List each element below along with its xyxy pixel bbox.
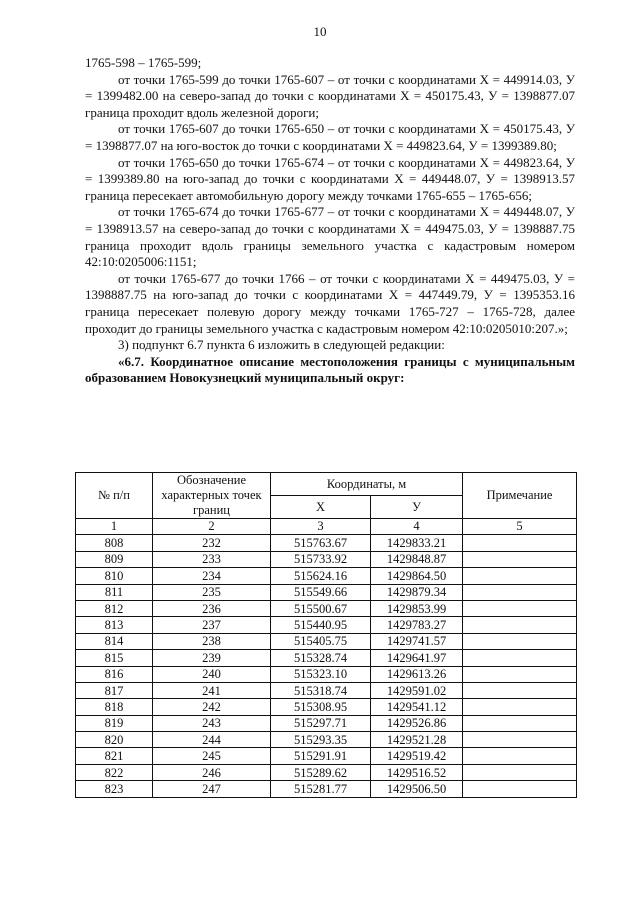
paragraph: от точки 1765-650 до точки 1765-674 – от точки с координатами Х = 449823.64, У = 1399389.80 на юго-запад до точки с координатами Х = 449448.07, У = 1398913.57 граница пересекает автомобильную дорогу между точками 1765-655 – 1765-656; bbox=[85, 154, 575, 203]
paragraph: 3) подпункт 6.7 пункта 6 изложить в следующей редакции: bbox=[118, 337, 445, 353]
y-coordinate-cell: 1429783.27 bbox=[371, 617, 463, 633]
designation-cell: 233 bbox=[153, 551, 271, 567]
note-cell bbox=[463, 600, 577, 616]
table-row bbox=[76, 666, 577, 682]
index-cell: 2 bbox=[153, 519, 271, 535]
designation-cell: 238 bbox=[153, 633, 271, 649]
note-cell bbox=[463, 584, 577, 600]
designation-cell: 243 bbox=[153, 715, 271, 731]
table-row bbox=[76, 650, 577, 666]
designation-cell: 246 bbox=[153, 764, 271, 780]
x-coordinate-cell: 515281.77 bbox=[271, 781, 371, 797]
y-coordinate-cell: 1429741.57 bbox=[371, 633, 463, 649]
y-coordinate-cell: 1429613.26 bbox=[371, 666, 463, 682]
header-x: Х bbox=[271, 496, 371, 519]
paragraph: от точки 1765-677 до точки 1766 – от точки с координатами Х = 449475.03, У = 1398887.75 на юго-запад до точки с координатами Х = 447449.79, У = 1395353.16 граница пересекает полевую дорогу между точками 1765-727 – 1765-728, далее проходит до границы земельного участка с кадастровым номером 42:10:0205010:207.»; bbox=[85, 270, 575, 336]
designation-cell: 247 bbox=[153, 781, 271, 797]
y-coordinate-cell: 1429516.52 bbox=[371, 764, 463, 780]
designation-cell: 236 bbox=[153, 600, 271, 616]
note-cell bbox=[463, 748, 577, 764]
x-coordinate-cell: 515763.67 bbox=[271, 535, 371, 551]
point-number-cell: 819 bbox=[76, 715, 153, 731]
point-number-cell: 808 bbox=[76, 535, 153, 551]
table-row bbox=[76, 748, 577, 764]
point-number-cell: 812 bbox=[76, 600, 153, 616]
x-coordinate-cell: 515289.62 bbox=[271, 764, 371, 780]
y-coordinate-cell: 1429526.86 bbox=[371, 715, 463, 731]
table-row bbox=[76, 699, 577, 715]
point-number-cell: 823 bbox=[76, 781, 153, 797]
note-cell bbox=[463, 781, 577, 797]
point-number-cell: 820 bbox=[76, 732, 153, 748]
y-coordinate-cell: 1429848.87 bbox=[371, 551, 463, 567]
x-coordinate-cell: 515500.67 bbox=[271, 600, 371, 616]
paragraph: 1765-598 – 1765-599; bbox=[85, 55, 202, 70]
y-coordinate-cell: 1429864.50 bbox=[371, 568, 463, 584]
point-number-cell: 814 bbox=[76, 633, 153, 649]
x-coordinate-cell: 515328.74 bbox=[271, 650, 371, 666]
x-coordinate-cell: 515549.66 bbox=[271, 584, 371, 600]
designation-cell: 242 bbox=[153, 699, 271, 715]
note-cell bbox=[463, 568, 577, 584]
note-cell bbox=[463, 732, 577, 748]
x-coordinate-cell: 515308.95 bbox=[271, 699, 371, 715]
paragraph: от точки 1765-607 до точки 1765-650 – от точки с координатами Х = 450175.43, У = 1398877.07 на юго-восток до точки с координатами Х = 449823.64, У = 1399389.80; bbox=[85, 121, 575, 153]
header-designation: Обозначение характерных точек границ bbox=[153, 473, 271, 519]
point-number-cell: 817 bbox=[76, 682, 153, 698]
index-cell: 4 bbox=[371, 519, 463, 535]
x-coordinate-cell: 515733.92 bbox=[271, 551, 371, 567]
point-number-cell: 815 bbox=[76, 650, 153, 666]
designation-cell: 232 bbox=[153, 535, 271, 551]
point-number-cell: 822 bbox=[76, 764, 153, 780]
section-heading: «6.7. Координатное описание местоположения границы с муниципальным образованием Новокузнецкий муниципальный округ: bbox=[85, 353, 575, 386]
x-coordinate-cell: 515293.35 bbox=[271, 732, 371, 748]
table-row bbox=[76, 551, 577, 567]
y-coordinate-cell: 1429879.34 bbox=[371, 584, 463, 600]
y-coordinate-cell: 1429521.28 bbox=[371, 732, 463, 748]
y-coordinate-cell: 1429853.99 bbox=[371, 600, 463, 616]
point-number-cell: 813 bbox=[76, 617, 153, 633]
index-cell: 5 bbox=[463, 519, 577, 535]
note-cell bbox=[463, 682, 577, 698]
note-cell bbox=[463, 715, 577, 731]
index-cell: 3 bbox=[271, 519, 371, 535]
x-coordinate-cell: 515323.10 bbox=[271, 666, 371, 682]
table-row bbox=[76, 633, 577, 649]
table-row bbox=[76, 682, 577, 698]
note-cell bbox=[463, 650, 577, 666]
note-cell bbox=[463, 764, 577, 780]
x-coordinate-cell: 515318.74 bbox=[271, 682, 371, 698]
paragraph-list bbox=[85, 55, 575, 354]
paragraph: от точки 1765-674 до точки 1765-677 – от точки с координатами Х = 449448.07, У = 1398913.57 на северо-запад до точки с координатами Х = 449475.03, У = 1398887.75 граница проходит вдоль границы земельного участка с кадастровым номером 42:10:0205006:1151; bbox=[85, 204, 575, 270]
point-number-cell: 811 bbox=[76, 584, 153, 600]
point-number-cell: 821 bbox=[76, 748, 153, 764]
coordinates-table bbox=[75, 472, 577, 798]
page-number: 10 bbox=[313, 24, 327, 39]
designation-cell: 240 bbox=[153, 666, 271, 682]
note-cell bbox=[463, 551, 577, 567]
note-cell bbox=[463, 699, 577, 715]
table-row bbox=[76, 584, 577, 600]
header-note: Примечание bbox=[463, 473, 577, 519]
note-cell bbox=[463, 666, 577, 682]
paragraph: от точки 1765-599 до точки 1765-607 – от точки с координатами Х = 449914.03, У = 1399482.00 на северо-запад до точки с координатами Х = 450175.43, У = 1398877.07 граница проходит вдоль железной дороги; bbox=[85, 71, 575, 120]
table-row bbox=[76, 764, 577, 780]
designation-cell: 245 bbox=[153, 748, 271, 764]
designation-cell: 235 bbox=[153, 584, 271, 600]
x-coordinate-cell: 515624.16 bbox=[271, 568, 371, 584]
y-coordinate-cell: 1429519.42 bbox=[371, 748, 463, 764]
point-number-cell: 816 bbox=[76, 666, 153, 682]
table-row bbox=[76, 600, 577, 616]
designation-cell: 237 bbox=[153, 617, 271, 633]
x-coordinate-cell: 515440.95 bbox=[271, 617, 371, 633]
y-coordinate-cell: 1429641.97 bbox=[371, 650, 463, 666]
designation-cell: 244 bbox=[153, 732, 271, 748]
point-number-cell: 818 bbox=[76, 699, 153, 715]
column-index-row bbox=[76, 519, 577, 535]
table-row bbox=[76, 732, 577, 748]
header-y: У bbox=[371, 496, 463, 519]
header-coordinates: Координаты, м bbox=[271, 473, 463, 496]
table-row bbox=[76, 715, 577, 731]
x-coordinate-cell: 515405.75 bbox=[271, 633, 371, 649]
note-cell bbox=[463, 633, 577, 649]
y-coordinate-cell: 1429833.21 bbox=[371, 535, 463, 551]
point-number-cell: 810 bbox=[76, 568, 153, 584]
table-body bbox=[76, 535, 577, 797]
document-body bbox=[85, 55, 575, 387]
designation-cell: 234 bbox=[153, 568, 271, 584]
table-row bbox=[76, 535, 577, 551]
y-coordinate-cell: 1429541.12 bbox=[371, 699, 463, 715]
point-number-cell: 809 bbox=[76, 551, 153, 567]
table-row bbox=[76, 568, 577, 584]
note-cell bbox=[463, 617, 577, 633]
note-cell bbox=[463, 535, 577, 551]
index-cell: 1 bbox=[76, 519, 153, 535]
designation-cell: 241 bbox=[153, 682, 271, 698]
x-coordinate-cell: 515297.71 bbox=[271, 715, 371, 731]
header-num: № п/п bbox=[76, 473, 153, 519]
table-row bbox=[76, 617, 577, 633]
table-row bbox=[76, 781, 577, 797]
x-coordinate-cell: 515291.91 bbox=[271, 748, 371, 764]
y-coordinate-cell: 1429591.02 bbox=[371, 682, 463, 698]
y-coordinate-cell: 1429506.50 bbox=[371, 781, 463, 797]
designation-cell: 239 bbox=[153, 650, 271, 666]
